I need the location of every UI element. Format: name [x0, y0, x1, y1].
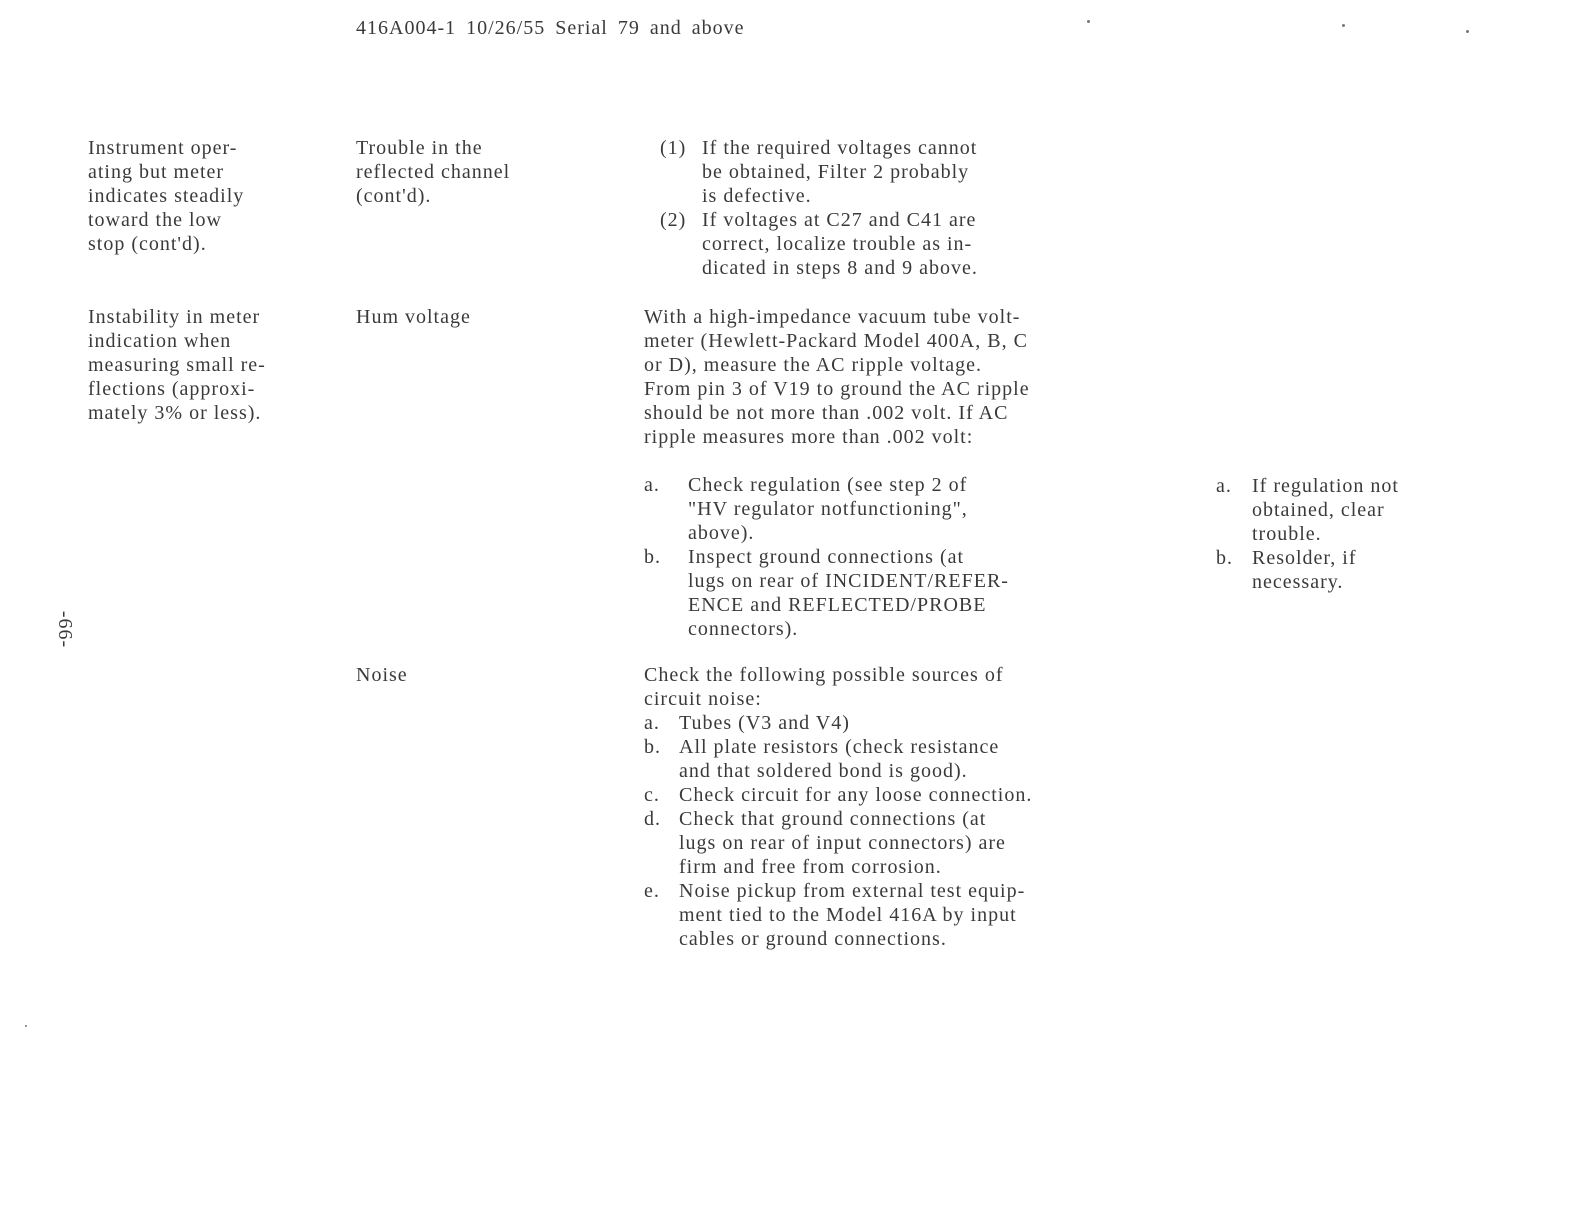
cause-line: reflected channel [356, 161, 511, 183]
procedure-line: or D), measure the AC ripple voltage. [644, 354, 983, 376]
step-line: be obtained, Filter 2 probably [702, 161, 970, 183]
procedure-line: ripple measures more than .002 volt: [644, 426, 974, 448]
symptom-line: stop (cont'd). [88, 233, 207, 255]
noise-intro-line: circuit noise: [644, 688, 762, 710]
check-line: Check regulation (see step 2 of [688, 474, 968, 496]
symptom-low-stop [88, 136, 244, 256]
remedy-line: necessary. [1252, 571, 1344, 593]
symptom-line: Instability in meter [88, 306, 261, 328]
symptom-line: indication when [88, 330, 232, 352]
symptom-instability [88, 305, 266, 425]
scan-speck [1087, 20, 1090, 23]
noise-item-label: b. [644, 736, 661, 758]
noise-item-line: ment tied to the Model 416A by input [679, 904, 1017, 926]
check-line: lugs on rear of INCIDENT/REFER- [688, 570, 1009, 592]
noise-item-line: cables or ground connections. [679, 928, 947, 950]
noise-item-line: Check circuit for any loose connection. [679, 784, 1033, 806]
procedure-line: From pin 3 of V19 to ground the AC ripple [644, 378, 1030, 400]
remedy-label: b. [1216, 547, 1233, 569]
remedy-line: obtained, clear [1252, 499, 1385, 521]
noise-item-line: Tubes (V3 and V4) [679, 712, 850, 734]
hum-procedure [644, 305, 1030, 449]
noise-item-line: Check that ground connections (at [679, 808, 987, 830]
symptom-line: toward the low [88, 209, 222, 231]
noise-item-line: firm and free from corrosion. [679, 856, 942, 878]
procedure-line: should be not more than .002 volt. If AC [644, 402, 1009, 424]
remedy-line: If regulation not [1252, 475, 1399, 497]
check-label: b. [644, 546, 661, 568]
check-line: connectors). [688, 618, 799, 640]
step-label: (2) [660, 209, 687, 231]
page-number: -66- [54, 610, 77, 649]
noise-item-label: e. [644, 880, 660, 902]
step-line: is defective. [702, 185, 812, 207]
cause-line: Trouble in the [356, 137, 483, 159]
symptom-line: mately 3% or less). [88, 402, 262, 424]
noise-item-label: d. [644, 808, 661, 830]
remedy-label: a. [1216, 475, 1232, 497]
scan-speck [25, 1025, 27, 1027]
cause-reflected-channel [356, 136, 510, 208]
noise-item-line: lugs on rear of input connectors) are [679, 832, 1006, 854]
cause-hum-voltage: Hum voltage [356, 306, 471, 328]
noise-intro-line: Check the following possible sources of [644, 664, 1004, 686]
cause-line: (cont'd). [356, 185, 432, 207]
symptom-line: measuring small re- [88, 354, 266, 376]
symptom-line: indicates steadily [88, 185, 245, 207]
step-line: correct, localize trouble as in- [702, 233, 973, 255]
check-line: "HV regulator notfunctioning", [688, 498, 968, 520]
noise-item-label: a. [644, 712, 660, 734]
remedy-line: trouble. [1252, 523, 1322, 545]
remedy-line: Resolder, if [1252, 547, 1357, 569]
check-line: Inspect ground connections (at [688, 546, 965, 568]
check-line: above). [688, 522, 755, 544]
noise-item-line: Noise pickup from external test equip- [679, 880, 1026, 902]
step-line: If the required voltages cannot [702, 137, 978, 159]
noise-item-line: All plate resistors (check resistance [679, 736, 1000, 758]
scan-speck [1342, 24, 1345, 27]
noise-item-line: and that soldered bond is good). [679, 760, 968, 782]
check-line: ENCE and REFLECTED/PROBE [688, 594, 987, 616]
step-line: dicated in steps 8 and 9 above. [702, 257, 978, 279]
procedure-line: meter (Hewlett-Packard Model 400A, B, C [644, 330, 1028, 352]
noise-item-label: c. [644, 784, 660, 806]
noise-intro [644, 663, 1004, 711]
step-label: (1) [660, 137, 687, 159]
scan-speck [1466, 30, 1469, 33]
check-label: a. [644, 474, 660, 496]
procedure-line: With a high-impedance vacuum tube volt- [644, 306, 1021, 328]
document-header: 416A004-1 10/26/55 Serial 79 and above [356, 17, 745, 39]
cause-noise: Noise [356, 664, 408, 686]
symptom-line: Instrument oper- [88, 137, 238, 159]
symptom-line: flections (approxi- [88, 378, 256, 400]
step-line: If voltages at C27 and C41 are [702, 209, 977, 231]
symptom-line: ating but meter [88, 161, 225, 183]
